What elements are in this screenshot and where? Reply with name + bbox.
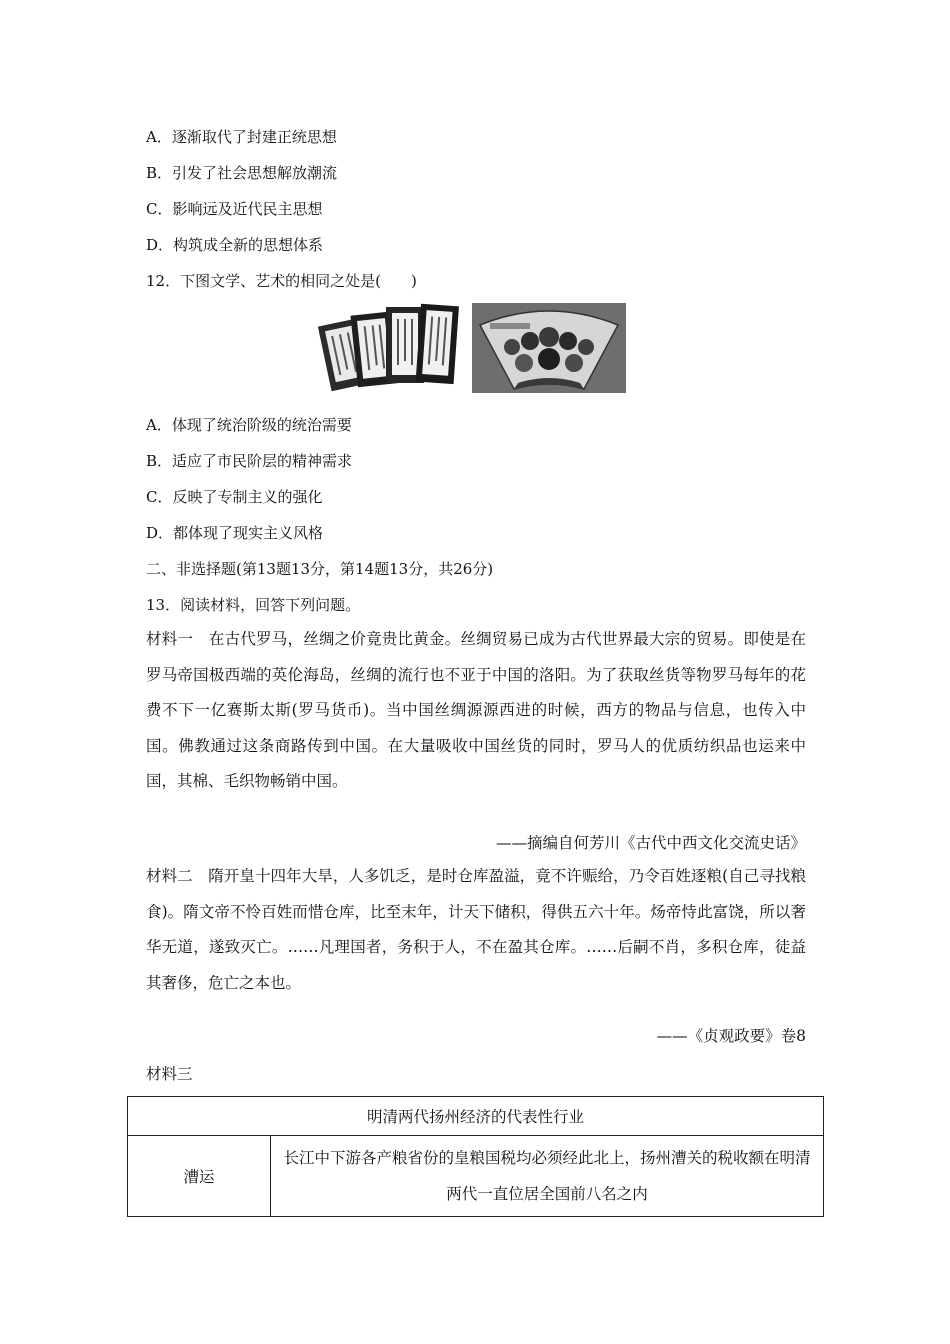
material2-text: 材料二 隋开皇十四年大旱，人多饥乏，是时仓库盈溢，竟不许赈给，乃令百姓逐粮(自己寻找粮食)。隋文帝不怜百姓而惜仓库，比至末年，计天下储积，得供五六十年。炀帝恃此富饶，所以奢华无道，遂致灭亡。……凡理国者，务积于人，不在盈其仓库。……后嗣不肖，多积仓库，徒益其奢侈，危亡之本也。 bbox=[146, 867, 806, 992]
table-row bbox=[128, 1136, 824, 1217]
q12-option-a: A．体现了统治阶级的统治需要 bbox=[146, 416, 352, 434]
q11-option-b: B．引发了社会思想解放潮流 bbox=[146, 164, 338, 182]
q12-option-c: C．反映了专制主义的强化 bbox=[146, 488, 323, 506]
section-heading: 二、非选择题(第13题13分，第14题13分，共26分) bbox=[146, 560, 494, 578]
material1-source: ——摘编自何芳川《古代中西文化交流史话》 bbox=[495, 834, 806, 852]
table-cell-description: 长江中下游各产粮省份的皇粮国税均必须经此北上，扬州漕关的税收额在明清两代一直位居全国前八名之内 bbox=[271, 1136, 824, 1217]
q11-option-a: A．逐渐取代了封建正统思想 bbox=[146, 128, 337, 146]
q12-option-d: D．都体现了现实主义风格 bbox=[146, 524, 324, 542]
q11-option-c: C．影响远及近代民主思想 bbox=[146, 200, 323, 218]
table-cell-industry: 漕运 bbox=[128, 1136, 271, 1217]
material1-text: 材料一 在古代罗马，丝绸之价竟贵比黄金。丝绸贸易已成为古代世界最大宗的贸易。即使是在罗马帝国极西端的英伦海岛，丝绸的流行也不亚于中国的洛阳。为了获取丝货等物罗马每年的花费不下一亿赛斯太斯(罗马货币)。当中国丝绸源源西进的时候，西方的物品与信息，也传入中国。佛教通过这条商路传到中国。在大量吸收中国丝货的同时，罗马人的优质纺织品也运来中国，其棉、毛织物畅销中国。 bbox=[146, 630, 806, 790]
q12-figure bbox=[318, 303, 628, 393]
books-image bbox=[318, 303, 460, 393]
q13-stem: 13．阅读材料，回答下列问题。 bbox=[146, 596, 361, 614]
q12-stem: 12．下图文学、艺术的相同之处是( ) bbox=[146, 272, 417, 290]
material3-table bbox=[127, 1096, 824, 1217]
q12-option-b: B．适应了市民阶层的精神需求 bbox=[146, 452, 353, 470]
table-title: 明清两代扬州经济的代表性行业 bbox=[128, 1097, 824, 1136]
opera-fan-image bbox=[472, 303, 626, 393]
q11-option-d: D．构筑成全新的思想体系 bbox=[146, 236, 324, 254]
material2-source: ——《贞观政要》卷8 bbox=[656, 1027, 806, 1045]
material3-label: 材料三 bbox=[146, 1065, 193, 1083]
